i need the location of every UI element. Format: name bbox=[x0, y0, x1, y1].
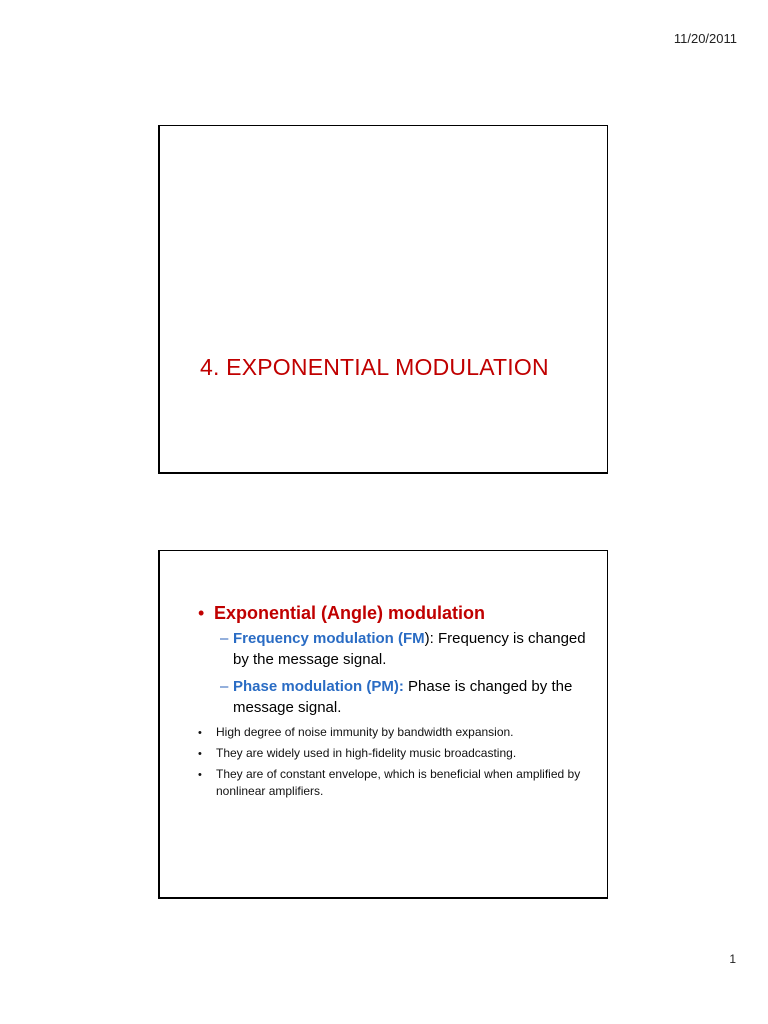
bullet-list bbox=[198, 603, 591, 803]
sub-bullet-pm bbox=[220, 676, 591, 718]
sub-bullet-text bbox=[233, 676, 591, 718]
slide-2-content-slide bbox=[158, 550, 608, 899]
date-header: 11/20/2011 bbox=[673, 31, 737, 46]
bullet-icon: • bbox=[198, 727, 202, 739]
dash-icon: – bbox=[220, 678, 229, 695]
slide-title: 4. EXPONENTIAL MODULATION bbox=[200, 354, 549, 380]
point-constant-envelope bbox=[198, 766, 591, 800]
page-number: 1 bbox=[729, 952, 736, 966]
term-fm: Frequency modulation (FM bbox=[233, 630, 425, 647]
point-text: High degree of noise immunity by bandwidth expansion. bbox=[216, 725, 514, 739]
pm-description: Phase is changed by the message signal. bbox=[233, 678, 573, 716]
dash-icon: – bbox=[220, 630, 229, 647]
bullet-main-heading bbox=[198, 603, 591, 624]
bullet-icon: • bbox=[198, 603, 205, 623]
bullet-icon: • bbox=[198, 748, 202, 760]
slide-1-title-slide bbox=[158, 125, 608, 474]
point-noise-immunity bbox=[198, 724, 591, 742]
bullet-icon: • bbox=[198, 769, 202, 781]
bullet-heading-text: Exponential (Angle) modulation bbox=[214, 603, 485, 623]
point-text: They are of constant envelope, which is beneficial when amplified by nonlinear amplifiers. bbox=[216, 767, 581, 798]
sub-bullet-fm bbox=[220, 628, 591, 670]
term-pm: Phase modulation (PM): bbox=[233, 678, 404, 695]
sub-bullet-text bbox=[233, 628, 591, 670]
fm-description: ): Frequency is changed by the message signal. bbox=[233, 630, 586, 668]
point-text: They are widely used in high-fidelity music broadcasting. bbox=[216, 746, 517, 760]
point-high-fidelity bbox=[198, 745, 591, 763]
